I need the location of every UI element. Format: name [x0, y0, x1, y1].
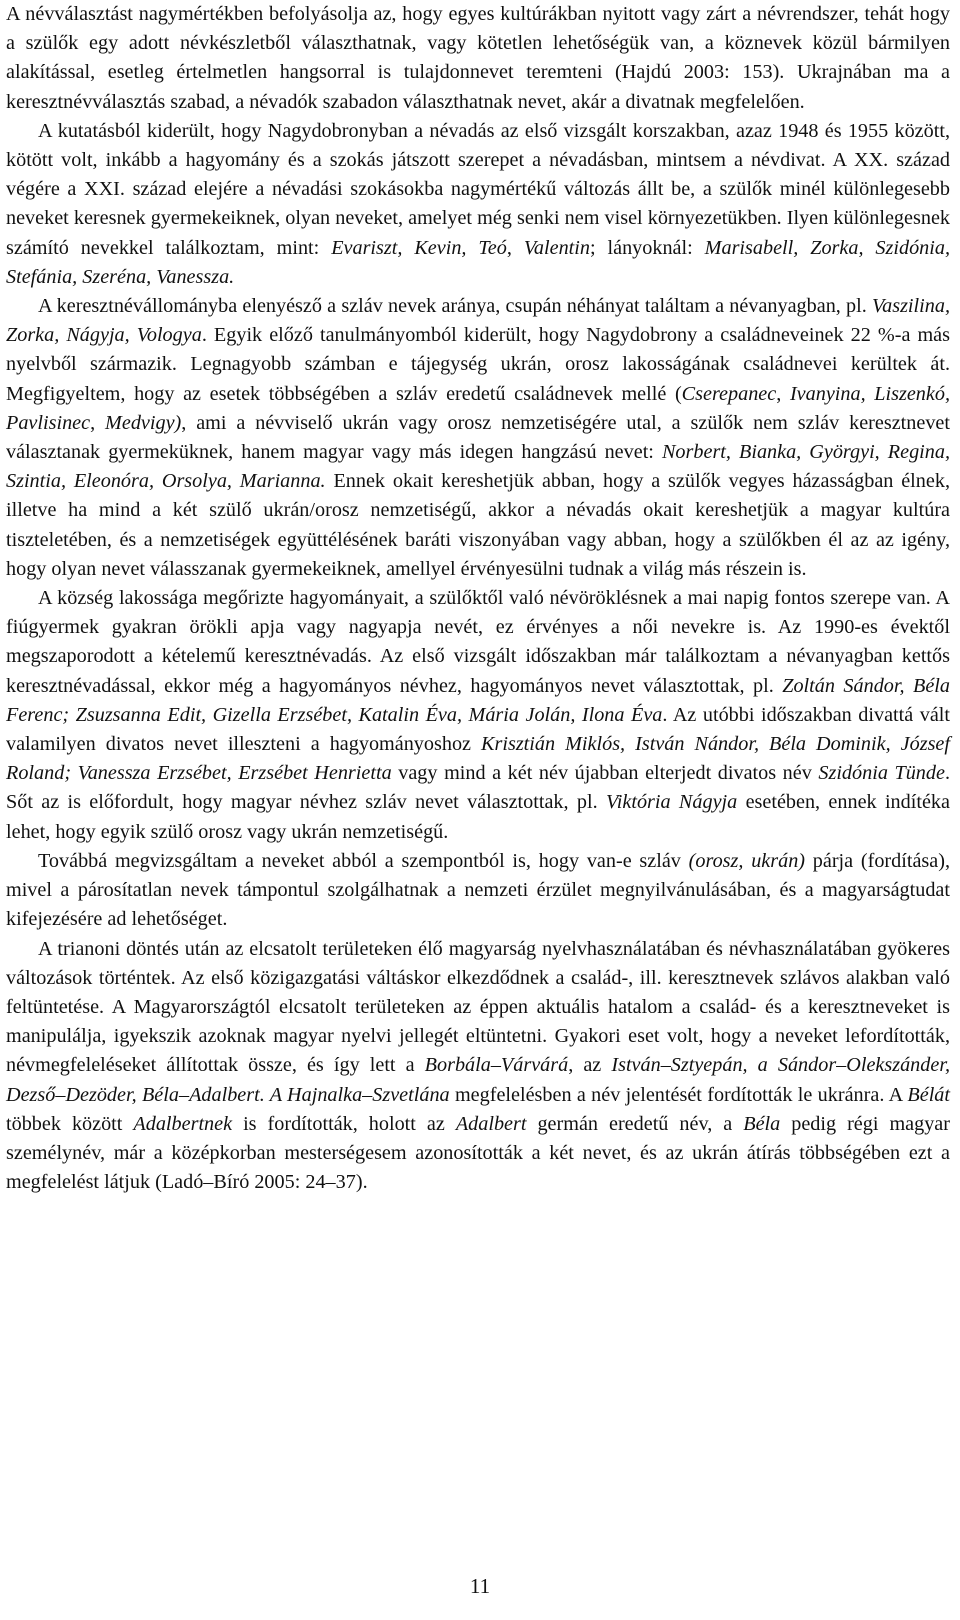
- text-run: párja (fordítása), mivel a párosítatlan nevek támpontul szolgálhatnak a nemzeti érzület megnyilvánulásában, és a magyarságtudat kifejezésére ad lehetőséget.: [6, 849, 950, 931]
- italic-text-run: Cserepanec: [681, 382, 777, 405]
- paragraph: [6, 117, 950, 292]
- italic-text-run: (orosz, ukrán): [688, 849, 806, 872]
- italic-text-run: Adalbertnek: [133, 1112, 233, 1135]
- text-run: A község lakossága megőrizte hagyományait, a szülőktől való névöröklésnek a mai napig fontos szerepe van. A fiúgyermek gyakran örökli apja vagy nagyapja nevét, ez érvényes a női nevekre is. Az 1990-es évektől megszaporodott a kételemű keresztnévadás. Az első vizsgált időszakban már találkoztam a névanyagban kettős keresztnévadással, ekkor még a hagyományos névhez, hagyományos nevet választottak, pl.: [6, 587, 950, 697]
- italic-text-run: Béla: [743, 1112, 781, 1135]
- page-number: 11: [469, 1574, 491, 1598]
- text-run: megfelelésben a név jelentését fordították le ukránra. A: [449, 1083, 908, 1106]
- text-run: pedig régi magyar személynév, már a középkorban mesterségesem azonosították a két nevet, és az ukrán átírás többségében ezt a megfelelést látjuk (Ladó–Bíró 2005: 24–37).: [6, 1112, 950, 1194]
- italic-text-run: Szidónia Tünde: [818, 762, 945, 785]
- italic-text-run: Evariszt, Kevin, Teó: [331, 236, 507, 259]
- italic-text-run: Krisztián Miklós, István Nándor, Béla Dominik, József Roland; Vanessza Erzsébet, Erzsébet Henrietta: [6, 733, 950, 785]
- text-run: . Sőt az is előfordult, hogy magyar névhez szláv nevet választottak, pl.: [6, 762, 951, 814]
- document-page: [6, 0, 950, 1197]
- text-run: Továbbá megvizsgáltam a neveket abból a szempontból is, hogy van-e szláv: [38, 849, 689, 872]
- paragraph: [6, 0, 950, 117]
- text-run: ,: [776, 382, 790, 405]
- text-run: A névválasztást nagymértékben befolyásolja az, hogy egyes kultúrákban nyitott vagy zárt a névrendszer, tehát hogy a szülők egy adott névkészletből választhatnak, vagy kötetlen lehetőségük van, a köznevek közül bármilyen alakítással, esetleg értelmetlen hangsorral is tulajdonnevet teremteni (Hajdú 2003: 153). Ukrajnában ma a keresztnévválasztás szabad, a névadók szabadon választhatnak nevet, akár a divatnak megfelelően.: [6, 3, 950, 113]
- paragraph: [6, 935, 950, 1198]
- paragraph: [6, 292, 950, 584]
- text-run: , ami a névviselő ukrán vagy orosz nemzetiségére utal, a szülők nem szláv keresztnevet választanak gyermeküknek, hanem magyar vagy más idegen hangzású nevet:: [6, 411, 950, 464]
- text-run: ,: [506, 236, 524, 259]
- italic-text-run: Zoltán Sándor, Béla Ferenc; Zsuzsanna Edit, Gizella Erzsébet, Katalin Éva, Mária Jolán, Ilona Éva: [6, 674, 950, 726]
- italic-text-run: Norbert, Bianka, Györgyi, Regina, Szintia, Eleonóra, Orsolya, Marianna.: [6, 441, 951, 493]
- text-run: A keresztnévállományba elenyésző a szláv nevek aránya, csupán néhányat találtam a névanyagban, pl.: [38, 295, 873, 318]
- italic-text-run: Medvigy): [105, 411, 182, 434]
- text-run: , az: [568, 1054, 612, 1077]
- text-run: ,: [90, 411, 106, 434]
- text-run: . Egyik előző tanulmányomból kiderült, hogy Nagydobrony a családneveinek 22 %-a más nyelvből származik. Legnagyobb számban e tájegység ukrán, orosz lakosságának családnevei kerültek át. Megfigyeltem, hogy az esetek többségében a szláv eredetű családnevek mellé (: [6, 324, 950, 405]
- text-run: A kutatásból kiderült, hogy Nagydobronyban a névadás az első vizsgált korszakban, azaz 1948 és 1955 között, kötött volt, inkább a hagyomány és a szokás játszott szerepet a névadásban, mintsem a névdivat. A XX. század végére a XXI. század elejére a névadási szokásokba nagymértékű változás állt be, a szülők minél különlegesebb neveket keresnek gyermekeiknek, olyan neveket, amelyet még senki nem visel környezetükben. Ilyen különlegesnek számító nevekkel találkoztam, mint:: [6, 119, 950, 259]
- text-run: A trianoni döntés után az elcsatolt területeken élő magyarság nyelvhasználatában és névhasználatában gyökeres változások történtek. Az első közigazgatási váltáskor elkezdődnek a család-, ill. keresztnevek szlávos alakban való feltüntetése. A Magyarországtól elcsatolt területeken az éppen aktuális hatalom a család- és a keresztneveket is manipulálja, igyekszik azoknak magyar nyelvi jellegét eltüntetni. Gyakori eset volt, hogy a neveket lefordították, névmegfeleléseket állítottak össze, és így lett a: [6, 937, 950, 1077]
- text-run: esetében, ennek indítéka lehet, hogy egyik szülő orosz vagy ukrán nemzetiségű.: [6, 791, 950, 843]
- italic-text-run: Ivanyina, Liszenkó, Pavlisinec: [6, 382, 950, 434]
- paragraph: [6, 847, 950, 935]
- italic-text-run: Viktória Nágyja: [605, 791, 738, 814]
- text-run: többek között: [6, 1112, 134, 1135]
- italic-text-run: Marisabell, Zorka, Szidónia, Stefánia, Szeréna, Vanessza.: [6, 236, 951, 288]
- text-run: ; lányoknál:: [589, 236, 705, 259]
- text-run: . Az utóbbi időszakban divattá vált valamilyen divatos nevet illeszteni a hagyományoshoz: [6, 703, 950, 756]
- text-run: germán eredetű név, a: [526, 1112, 744, 1135]
- italic-text-run: Bélát: [907, 1083, 951, 1106]
- text-run: is fordították, holott az: [232, 1112, 456, 1135]
- italic-text-run: Adalbert: [455, 1112, 527, 1135]
- paragraph: [6, 584, 950, 847]
- italic-text-run: Valentin: [523, 236, 590, 259]
- text-run: vagy mind a két név újabban elterjedt divatos név: [391, 762, 819, 785]
- text-run: Ennek okait kereshetjük abban, hogy a szülők vegyes házasságban élnek, illetve ha mind a két szülő ukrán/orosz nemzetiségű, akkor a névadás okait kereshetjük a magyar kultúra tiszteletében, és a nemzetiségek együttélésének baráti viszonyában vagy abban, hogy a szülőkben él az az igény, hogy olyan nevet válasszanak gyermekeiknek, amellyel érvényesülni tudnak a világ más részein is.: [6, 470, 950, 580]
- italic-text-run: Vaszilina, Zorka, Nágyja, Vologya: [6, 295, 950, 347]
- italic-text-run: Borbála–Várvárá: [424, 1054, 569, 1077]
- italic-text-run: István–Sztyepán, a Sándor–Olekszánder, Dezső–Dezöder, Béla–Adalbert. A Hajnalka–Szvetlána: [6, 1054, 950, 1106]
